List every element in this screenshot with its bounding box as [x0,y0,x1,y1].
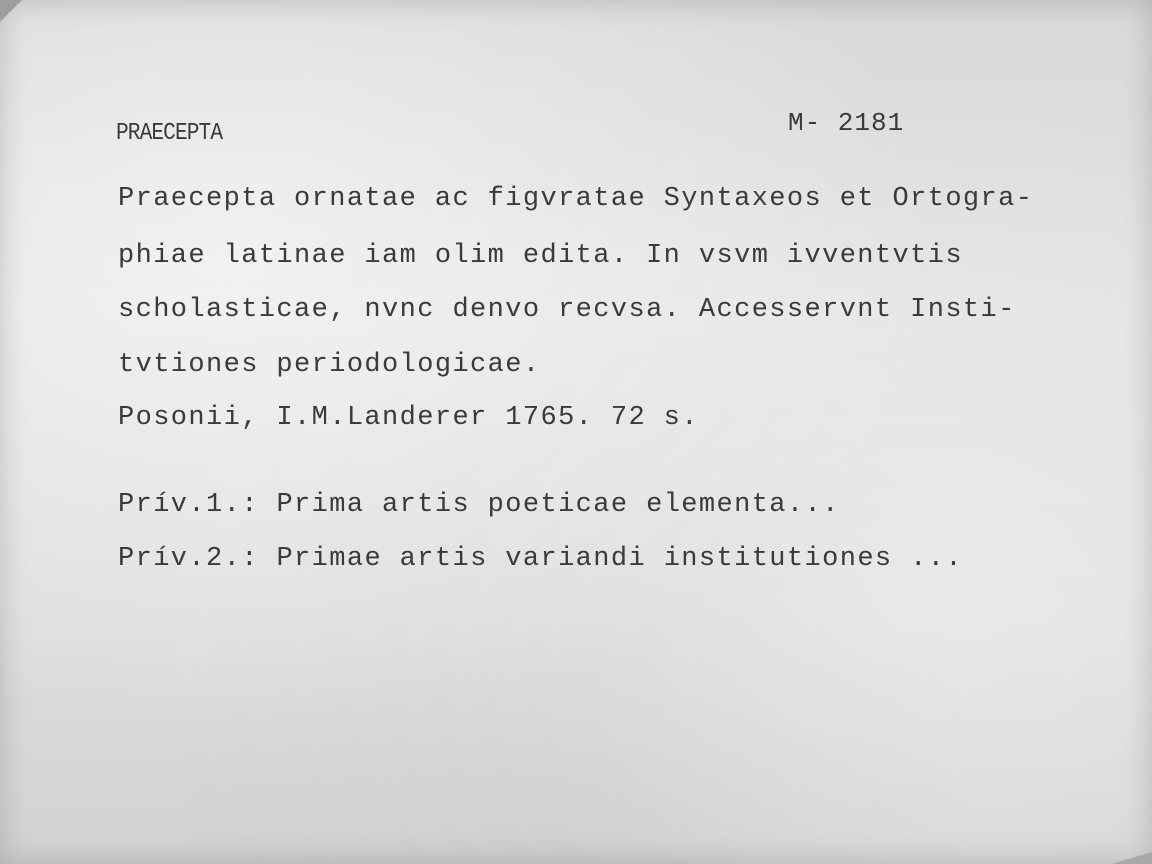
description-line: scholasticae, nvnc denvo recvsa. Accesservnt Insti- [118,295,1016,325]
appendix-label: Prív.2.: [118,544,259,574]
call-number: M- 2181 [788,108,905,138]
description-line: tvtiones periodologicae. [118,350,541,380]
appendix-line [118,490,840,520]
description-line: phiae latinae iam olim edita. In vsvm ivventvtis [118,241,963,271]
card-heading: PRAECEPTA [116,120,223,147]
imprint-line: Posonii, I.M.Landerer 1765. 72 s. [118,403,699,433]
card-corner-shadow [0,0,22,22]
appendix-label: Prív.1.: [118,490,259,520]
appendix-line [118,544,963,574]
appendix-title: Prima artis poeticae elementa... [276,490,840,520]
appendix-title: Primae artis variandi institutiones ... [276,544,963,574]
card-corner-shadow-bottom [1112,852,1152,864]
description-line: Praecepta ornatae ac figvratae Syntaxeos et Ortogra- [118,184,1034,214]
